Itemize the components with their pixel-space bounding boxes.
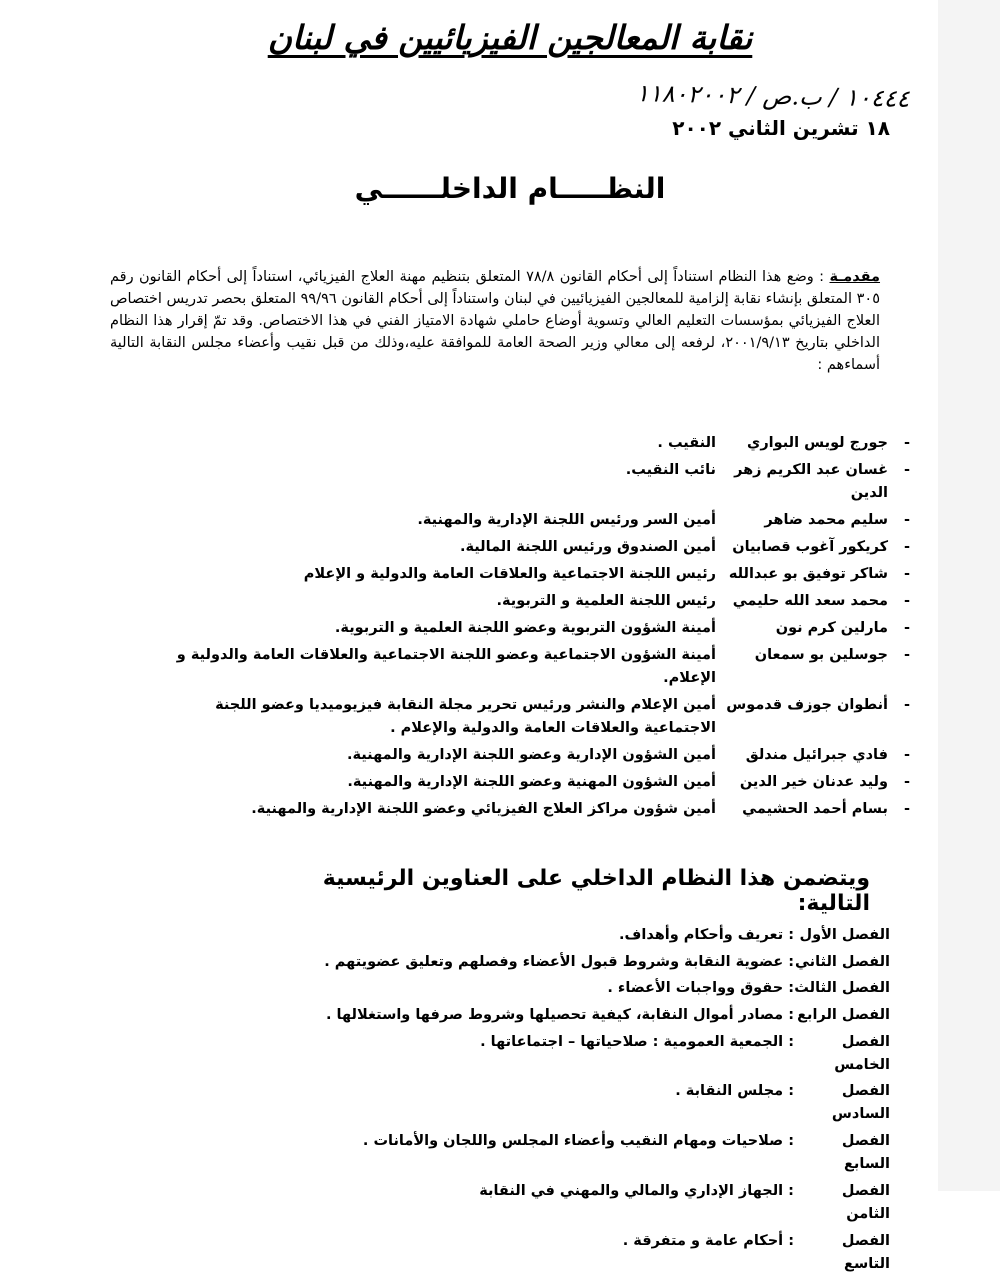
member-role: أمين الشؤون الإدارية وعضو اللجنة الإدارية والمهنية. [346, 747, 716, 763]
chapter-row [240, 1180, 890, 1226]
chapter-row [240, 951, 890, 974]
member-role: أمين الإعلام والنشر ورئيس تحرير مجلة النقابة فيزيوميديا وعضو اللجنة الاجتماعية والعلاقات العامة والدولية والإعلام . [215, 697, 716, 736]
list-dash: - [903, 566, 910, 582]
list-dash: - [903, 647, 910, 663]
chapter-label: الفصل الرابع [797, 1007, 890, 1024]
member-row [170, 509, 910, 532]
chapter-row [240, 977, 890, 1000]
chapter-title: : حقوق وواجبات الأعضاء . [607, 980, 794, 997]
member-name: محمد سعد الله حليمي [732, 593, 888, 609]
chapter-title: : الجمعية العمومية : صلاحياتها – اجتماعاتها . [480, 1033, 794, 1050]
member-row [170, 590, 910, 613]
member-name: سليم محمد ضاهر [764, 512, 888, 528]
chapter-label: الفصل السابع [841, 1133, 890, 1173]
council-members-list [170, 432, 910, 825]
list-dash: - [903, 435, 910, 451]
chapter-label: الفصل الثاني [794, 953, 890, 970]
chapter-label: الفصل التاسع [841, 1232, 890, 1272]
chapter-title: : تعريف وأحكام وأهداف. [619, 927, 794, 943]
intro-body: : وضع هذا النظام استناداً إلى أحكام القانون ٧٨/٨ المتعلق بتنظيم مهنة العلاج الفيزيائي، استناداً إلى أحكام القانون رقم ٣٠٥ المتعلق بإنشاء نقابة إلزامية للمعالجين الفيزيائيين في لبنان واستناداً إلى أحكام القانون ٩٩/٩٦ المتعلق بحصر تدريس اختصاص العلاج الفيزيائي بمؤسسات التعليم العالي وتسوية أوضاع حاملي شهادة الامتياز الفني في هذا الاختصاص. وقد تمّ إقرار هذا النظام الداخلي بتاريخ ٢٠٠١/٩/١٣، لرفعه إلى معالي وزير الصحة العامة للموافقة عليه،وذلك من قبل نقيب وأعضاء مجلس النقابة التالية أسماءهم : [110, 269, 880, 373]
chapter-row [240, 924, 890, 947]
chapter-title: : صلاحيات ومهام النقيب وأعضاء المجلس واللجان والأمانات . [362, 1133, 794, 1150]
document-date: ١٨ تشرين الثاني ٢٠٠٢ [672, 116, 890, 140]
member-name: غسان عبد الكريم زهر الدين [734, 462, 888, 501]
member-role: أمينة الشؤون التربوية وعضو اللجنة العلمية و التربوية. [334, 620, 716, 636]
scan-edge [938, 0, 1000, 1191]
list-dash: - [903, 747, 910, 763]
chapters-list [240, 924, 890, 1279]
member-name: جوسلين بو سمعان [754, 647, 888, 663]
member-name: وليد عدنان خير الدين [739, 774, 888, 790]
list-dash: - [903, 512, 910, 528]
member-row [170, 617, 910, 640]
list-dash: - [903, 593, 910, 609]
chapter-row [240, 1130, 890, 1176]
handwritten-reference: ١٠٤٤٤ / ب.ص / ١١٨٠٢٠٠٢ [636, 79, 911, 113]
member-row [170, 459, 910, 505]
chapter-label: الفصل الثامن [841, 1182, 890, 1222]
member-role: نائب النقيب. [625, 462, 716, 478]
member-role: أمين شؤون مراكز العلاج الفيزيائي وعضو اللجنة الإدارية والمهنية. [251, 801, 716, 817]
chapter-row [240, 1080, 890, 1126]
chapter-row [240, 1004, 890, 1027]
list-dash: - [903, 462, 910, 478]
member-name: كريكور آغوب قصابيان [732, 539, 888, 555]
member-name: جورج لويس البواري [747, 435, 888, 451]
chapter-title: : الجهاز الإداري والمالي والمهني في النقابة [479, 1182, 794, 1199]
chapter-title: : مصادر أموال النقابة، كيفية تحصيلها وشروط صرفها واستغلالها . [325, 1007, 794, 1024]
member-name: أنطوان جوزف قدموس [726, 697, 888, 713]
member-name: فادي جبرائيل مندلق [745, 747, 888, 763]
member-role: رئيس اللجنة الاجتماعية والعلاقات العامة والدولية و الإعلام [303, 566, 716, 582]
member-name: مارلين كرم نون [775, 620, 888, 636]
list-dash: - [903, 539, 910, 555]
member-row [170, 536, 910, 559]
chapter-label: الفصل الثالث [794, 980, 890, 997]
intro-paragraph [110, 266, 880, 376]
member-name: بسام أحمد الحشيمي [742, 801, 888, 817]
member-name: شاكر توفيق بو عبدالله [728, 566, 888, 582]
list-dash: - [903, 774, 910, 790]
member-row [170, 744, 910, 767]
list-dash: - [903, 801, 910, 817]
document-heading: النظـــــام الداخلــــــي [354, 172, 666, 205]
chapter-title: : عضوية النقابة وشروط قبول الأعضاء وفصلهم وتعليق عضويتهم . [324, 953, 794, 970]
member-row [170, 798, 910, 821]
member-role: أمين الصندوق ورئيس اللجنة المالية. [459, 539, 716, 555]
member-row [170, 563, 910, 586]
list-dash: - [903, 697, 910, 713]
member-row [170, 694, 910, 740]
member-row [170, 771, 910, 794]
chapter-label: الفصل الأول [799, 927, 890, 943]
chapter-row [240, 1230, 890, 1276]
member-role: أمين الشؤون المهنية وعضو اللجنة الإدارية والمهنية. [347, 774, 716, 790]
chapter-title: : مجلس النقابة . [675, 1083, 794, 1100]
member-role: أمين السر ورئيس اللجنة الإدارية والمهنية. [417, 512, 716, 528]
chapter-label: الفصل السادس [831, 1083, 890, 1123]
org-title: نقابة المعالجين الفيزيائيين في لبنان [267, 18, 753, 57]
member-role: النقيب . [657, 435, 716, 451]
member-role: رئيس اللجنة العلمية و التربوية. [496, 593, 716, 609]
member-row [170, 644, 910, 690]
list-dash: - [903, 620, 910, 636]
member-row [170, 432, 910, 455]
chapter-label: الفصل الخامس [834, 1033, 890, 1073]
chapter-row [240, 1031, 890, 1077]
toc-heading: ويتضمن هذا النظام الداخلي على العناوين الرئيسية التالية: [322, 866, 870, 916]
chapter-title: : أحكام عامة و متفرقة . [622, 1232, 794, 1249]
intro-lead: مقدمـة [829, 269, 881, 285]
member-role: أمينة الشؤون الاجتماعية وعضو اللجنة الاجتماعية والعلاقات العامة والدولية و الإعلام. [176, 647, 716, 686]
